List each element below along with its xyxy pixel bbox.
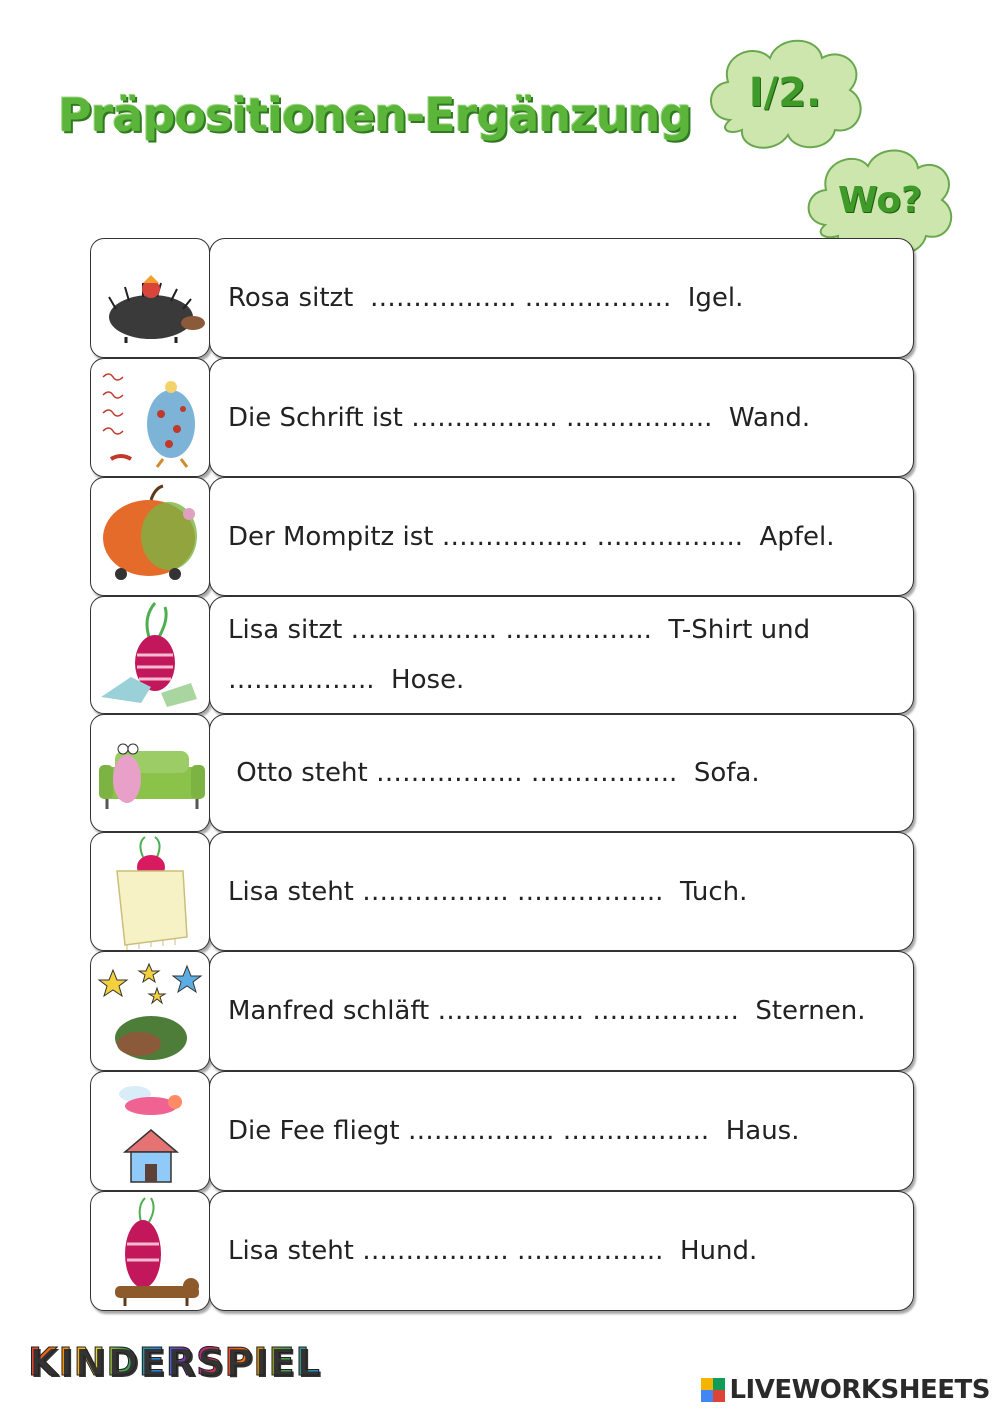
sentence-text: Die Schrift ist …………….. …………….. Wand.: [228, 402, 811, 433]
sentence-box: [209, 1191, 914, 1311]
sentence-text: Otto steht …………….. …………….. Sofa.: [228, 758, 760, 788]
exercise-row-8: [90, 1071, 915, 1191]
liveworksheets-logo: [701, 1375, 990, 1405]
kinderspiel-logo-text: KINDERSPIEL: [28, 1340, 321, 1384]
sentence-text: Der Mompitz ist …………….. …………….. Apfel.: [228, 521, 835, 552]
sofa-icon: [91, 715, 210, 832]
clothes-pile-icon: [91, 597, 210, 714]
picture-frame: [90, 596, 210, 714]
exercise-row-1: [90, 238, 915, 358]
sentence-box: [209, 477, 914, 596]
dog-icon: [91, 1192, 210, 1311]
picture-frame: [90, 238, 210, 358]
sentence-box: [209, 1071, 914, 1191]
exercise-row-2: [90, 358, 915, 477]
picture-frame: [90, 477, 210, 596]
sentence-box: [209, 951, 914, 1071]
sentence-text: Lisa sitzt …………….. …………….. T-Shirt und …………….. Hose.: [228, 615, 811, 695]
picture-frame: [90, 1191, 210, 1311]
number-badge-label: I/2.: [748, 69, 822, 116]
question-badge-label: Wo?: [837, 179, 923, 221]
sentence-box: [209, 596, 914, 714]
picture-frame: [90, 358, 210, 477]
sentence-text: Manfred schläft …………….. …………….. Sternen.: [228, 996, 866, 1026]
picture-frame: [90, 1071, 210, 1191]
hedgehog-icon: [91, 239, 210, 358]
sentence-text: Lisa steht …………….. …………….. Tuch.: [228, 876, 748, 907]
picture-frame: [90, 951, 210, 1071]
page-title: Präpositionen-Ergänzung: [58, 88, 692, 142]
picture-frame: [90, 832, 210, 951]
liveworksheets-text: LIVEWORKSHEETS: [729, 1375, 990, 1405]
number-badge: [700, 30, 870, 155]
exercise-row-7: [90, 951, 915, 1071]
sentence-box: [209, 832, 914, 951]
sentence-box: [209, 358, 914, 477]
sentence-text: Lisa steht …………….. …………….. Hund.: [228, 1236, 758, 1266]
cloth-icon: [91, 833, 210, 951]
stars-icon: [91, 952, 210, 1071]
fairy-house-icon: [91, 1072, 210, 1191]
sentence-text: Die Fee fliegt …………….. …………….. Haus.: [228, 1116, 800, 1146]
exercise-row-6: [90, 832, 915, 951]
sentence-box: [209, 238, 914, 358]
exercise-row-5: [90, 714, 915, 832]
sentence-text: Rosa sitzt …………….. …………….. Igel.: [228, 283, 744, 313]
liveworksheets-mark-icon: [701, 1378, 725, 1402]
kinderspiel-logo: [28, 1340, 321, 1384]
writing-on-wall-icon: [91, 359, 210, 477]
exercise-row-4: [90, 596, 915, 714]
exercise-row-3: [90, 477, 915, 596]
sentence-box: [209, 714, 914, 832]
picture-frame: [90, 714, 210, 832]
apple-icon: [91, 478, 210, 596]
exercise-row-9: [90, 1191, 915, 1311]
